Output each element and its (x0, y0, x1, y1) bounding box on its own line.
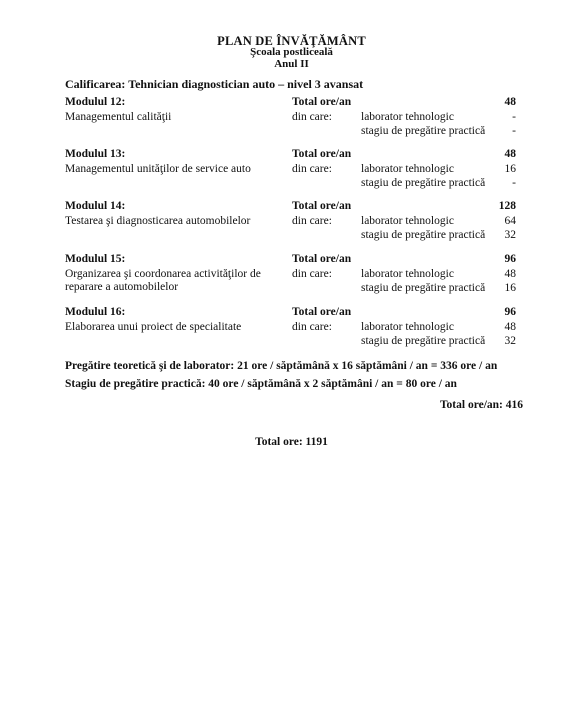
practice-hours-value: - (512, 177, 516, 189)
practice-hours-value: - (512, 125, 516, 137)
total-hours-value: 48 (504, 96, 516, 108)
total-hours-label: Total ore/an (292, 306, 352, 318)
lab-hours-value: - (512, 111, 516, 123)
total-hours-value: 48 (504, 148, 516, 160)
practice-hours-value: 32 (504, 229, 516, 241)
module-block-13 (0, 148, 583, 200)
study-year: Anul II (274, 58, 309, 70)
module-block-12 (0, 96, 583, 148)
practice-hours-value: 16 (504, 282, 516, 294)
module-name: Elaborarea unui proiect de specialitate (65, 321, 242, 333)
module-title: Modulul 14: (65, 200, 126, 212)
practice-summary: Stagiu de pregătire practică: 40 ore / săptămână x 2 săptămâni / an = 80 ore / an (65, 378, 457, 390)
module-name: Organizarea şi coordonarea activităţilor de reparare a automobilelor (65, 268, 261, 293)
of-which-label: din care: (292, 163, 332, 175)
total-hours-value: 128 (498, 200, 516, 212)
module-title: Modulul 12: (65, 96, 126, 108)
lab-label: laborator tehnologic (361, 111, 454, 123)
lab-hours-value: 48 (504, 321, 516, 333)
module-name: Managementul unităţilor de service auto (65, 163, 251, 175)
module-block-16 (0, 306, 583, 358)
lab-hours-value: 48 (504, 268, 516, 280)
module-block-14 (0, 200, 583, 252)
practice-label: stagiu de pregătire practică (361, 125, 486, 137)
module-title: Modulul 16: (65, 306, 126, 318)
lab-hours-value: 16 (504, 163, 516, 175)
module-name: Testarea şi diagnosticarea automobilelor (65, 215, 251, 227)
total-hours-value: 96 (504, 253, 516, 265)
practice-hours-value: 32 (504, 335, 516, 347)
total-hours-value: 96 (504, 306, 516, 318)
total-hours-label: Total ore/an (292, 148, 352, 160)
total-hours-label: Total ore/an (292, 200, 352, 212)
total-hours-label: Total ore/an (292, 253, 352, 265)
module-name: Managementul calităţii (65, 111, 172, 123)
practice-label: stagiu de pregătire practică (361, 335, 486, 347)
module-block-15 (0, 253, 583, 305)
of-which-label: din care: (292, 268, 332, 280)
practice-label: stagiu de pregătire practică (361, 229, 486, 241)
school-type: Şcoala postliceală (250, 46, 333, 58)
module-title: Modulul 13: (65, 148, 126, 160)
lab-label: laborator tehnologic (361, 268, 454, 280)
total-hours-label: Total ore/an (292, 96, 352, 108)
lab-hours-value: 64 (504, 215, 516, 227)
lab-label: laborator tehnologic (361, 321, 454, 333)
document-title: PLAN DE ÎNVĂŢĂMÂNT (217, 34, 366, 48)
module-title: Modulul 15: (65, 253, 126, 265)
of-which-label: din care: (292, 321, 332, 333)
total-hours-overall: Total ore: 1191 (255, 436, 328, 448)
practice-label: stagiu de pregătire practică (361, 177, 486, 189)
total-hours-year: Total ore/an: 416 (439, 399, 523, 411)
practice-label: stagiu de pregătire practică (361, 282, 486, 294)
of-which-label: din care: (292, 111, 332, 123)
theory-summary: Pregătire teoretică şi de laborator: 21 ore / săptămână x 16 săptămâni / an = 336 ore / an (65, 360, 498, 372)
qualification-line: Calificarea: Tehnician diagnostician auto – nivel 3 avansat (65, 77, 364, 91)
lab-label: laborator tehnologic (361, 163, 454, 175)
lab-label: laborator tehnologic (361, 215, 454, 227)
of-which-label: din care: (292, 215, 332, 227)
